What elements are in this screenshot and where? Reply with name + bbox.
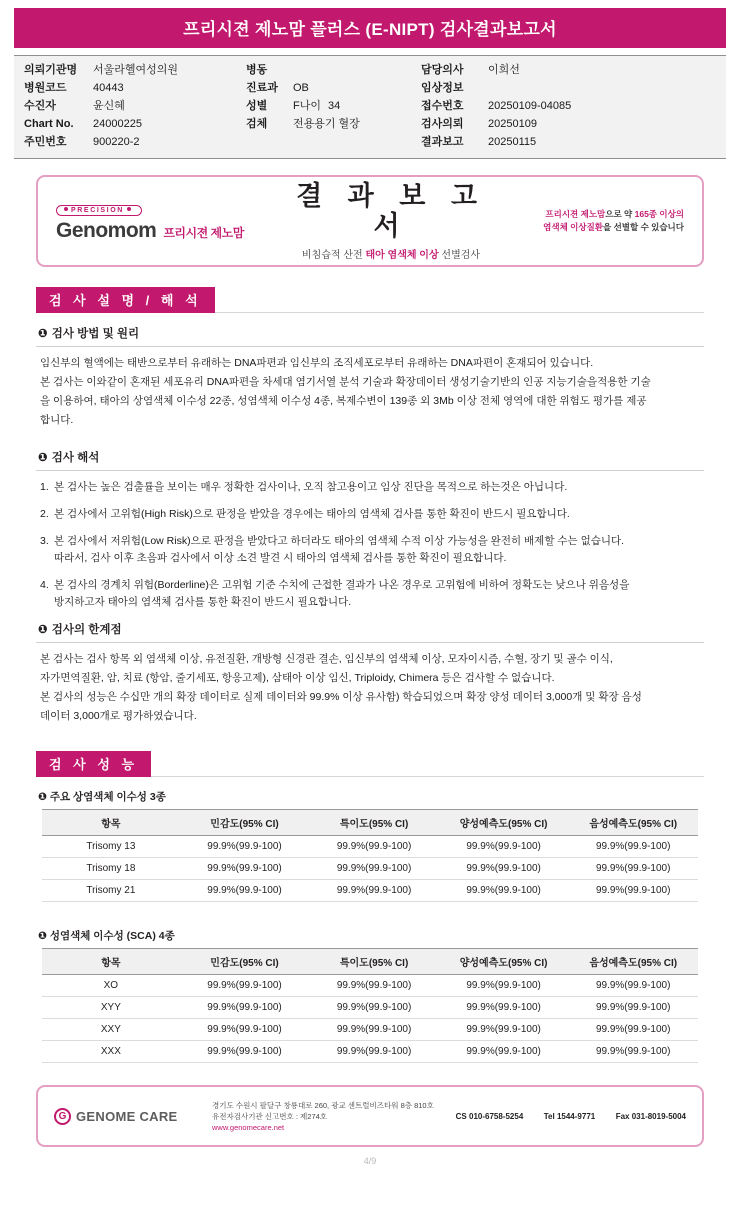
list-item-line: 본 검사에서 고위험(High Risk)으로 판정을 받았을 경우에는 태아의 염색체 검사를 통한 확진이 반드시 필요합니다.	[54, 508, 570, 520]
column-header-item: 항목	[42, 949, 180, 975]
table-row	[42, 1019, 698, 1041]
section-explanation	[36, 287, 704, 725]
contact-fax-label: Fax	[615, 1111, 630, 1121]
patient-info-box	[14, 55, 726, 159]
column-header-npv: 음성예측도(95% CI)	[568, 810, 698, 836]
autosomal-performance-table	[42, 809, 698, 902]
label-institution: 의뢰기관명	[24, 64, 78, 76]
cell-sensitivity: 99.9%(99.9-100)	[180, 858, 310, 880]
tagline-count: 165종 이상의	[634, 209, 684, 219]
tagline-line-2	[506, 221, 684, 234]
brand-name	[56, 220, 276, 244]
interpretation-list	[40, 479, 700, 611]
cell-npv: 99.9%(99.9-100)	[568, 880, 698, 902]
column-header-sensitivity: 민감도(95% CI)	[180, 949, 310, 975]
tagline-line-1	[506, 208, 684, 221]
label-sex: 성별	[246, 100, 268, 112]
table-row	[42, 836, 698, 858]
limitations-line-1: 본 검사는 검사 항목 외 염색체 이상, 유전질환, 개방형 신경관 결손, 임신부의 염색체 이상, 모자이시즘, 수혈, 장기 및 골수 이식,	[40, 653, 613, 665]
section-performance-header	[36, 751, 704, 777]
list-item	[40, 479, 700, 496]
table-row	[42, 997, 698, 1019]
patient-info-column-1	[24, 63, 246, 150]
info-row-sex-age	[246, 99, 421, 114]
label-chart-no: Chart No.	[24, 118, 74, 130]
cell-item: Trisomy 21	[42, 880, 180, 902]
cell-ppv: 99.9%(99.9-100)	[439, 997, 569, 1019]
bullet-icon: ❶	[38, 328, 48, 340]
column-header-item: 항목	[42, 810, 180, 836]
table-2-caption	[38, 928, 704, 943]
table-row	[42, 975, 698, 997]
info-row-request-date	[421, 117, 716, 132]
subsection-method-label: 검사 방법 및 원리	[51, 328, 140, 340]
value-department: OB	[293, 82, 309, 94]
limitations-paragraphs	[40, 651, 700, 725]
value-age: 34	[328, 100, 341, 112]
cell-specificity: 99.9%(99.9-100)	[309, 975, 439, 997]
cell-sensitivity: 99.9%(99.9-100)	[180, 836, 310, 858]
info-row-chart-no	[24, 117, 246, 132]
cell-item: XO	[42, 975, 180, 997]
cell-ppv: 99.9%(99.9-100)	[439, 1041, 569, 1063]
cell-item: XYY	[42, 997, 180, 1019]
list-item-number: 2.	[40, 508, 49, 520]
label-department: 진료과	[246, 82, 278, 94]
label-age: 나이	[299, 100, 321, 112]
subtitle-pre: 비침습적 산전	[301, 250, 366, 261]
subsection-interpretation-label: 검사 해석	[51, 452, 100, 464]
cell-npv: 99.9%(99.9-100)	[568, 1019, 698, 1041]
cell-npv: 99.9%(99.9-100)	[568, 1041, 698, 1063]
report-heading	[276, 181, 506, 261]
company-address	[212, 1100, 456, 1133]
label-ward: 병동	[246, 64, 268, 76]
heading-rule	[215, 312, 704, 313]
cell-sensitivity: 99.9%(99.9-100)	[180, 997, 310, 1019]
contact-info	[456, 1112, 686, 1121]
tagline-mid: 으로 약	[605, 209, 635, 219]
cell-specificity: 99.9%(99.9-100)	[309, 1041, 439, 1063]
subsection-interpretation-title	[38, 449, 704, 465]
table-1-caption-text: 주요 상염색체 이수성 3종	[49, 791, 166, 803]
brand-name-en: Genomom	[56, 218, 157, 242]
limitations-line-4: 데이터 3,000개로 평가하였습니다.	[40, 710, 197, 722]
bullet-icon: ❶	[38, 624, 48, 636]
cell-sensitivity: 99.9%(99.9-100)	[180, 1041, 310, 1063]
value-accession-no: 20250109-04085	[488, 100, 572, 112]
value-doctor: 이희선	[488, 64, 520, 76]
list-item-line: 본 검사에서 저위험(Low Risk)으로 판정을 받았다고 하더라도 태아의 염색체 수적 이상 가능성을 완전히 배제할 수는 없습니다.	[54, 535, 625, 547]
label-patient-name: 수진자	[24, 100, 56, 112]
value-hospital-code: 40443	[93, 82, 124, 94]
info-row-department	[246, 81, 421, 96]
info-row-accession-no	[421, 99, 716, 114]
value-chart-no: 24000225	[93, 118, 142, 130]
precision-badge	[56, 205, 142, 216]
value-report-date: 20250115	[488, 136, 537, 148]
table-row	[42, 1041, 698, 1063]
section-performance-heading: 검 사 성 능	[36, 751, 151, 777]
contact-cs-value: 010-6758-5254	[469, 1111, 524, 1121]
value-request-date: 20250109	[488, 118, 537, 130]
info-row-ward	[246, 63, 421, 78]
cell-item: Trisomy 13	[42, 836, 180, 858]
label-request-date: 검사의뢰	[421, 118, 464, 130]
tagline-disease: 염색체 이상질환	[543, 222, 603, 232]
cell-npv: 99.9%(99.9-100)	[568, 858, 698, 880]
cell-npv: 99.9%(99.9-100)	[568, 997, 698, 1019]
sca-performance-table	[42, 948, 698, 1063]
divider	[36, 346, 704, 347]
info-row-clinical-info	[421, 81, 716, 96]
bullet-icon: ❶	[38, 452, 48, 464]
precision-label: PRECISION	[71, 206, 124, 214]
address-line-2: 유전자검사기관 신고번호 : 제274호	[212, 1111, 328, 1121]
limitations-line-3: 본 검사의 성능은 수십만 개의 확장 데이터로 실제 데이터와 99.9% 이상 유사함) 학습되었으며 확장 양성 데이터 3,000개 및 확장 음성	[40, 691, 642, 703]
subsection-limitations-label: 검사의 한계점	[51, 624, 122, 636]
method-line-4: 합니다.	[40, 414, 74, 426]
list-item	[40, 577, 700, 611]
list-item-number: 3.	[40, 535, 49, 547]
contact-tel-label: Tel	[543, 1111, 555, 1121]
cell-item: XXY	[42, 1019, 180, 1041]
cell-sensitivity: 99.9%(99.9-100)	[180, 1019, 310, 1041]
info-row-doctor	[421, 63, 716, 78]
cell-sensitivity: 99.9%(99.9-100)	[180, 880, 310, 902]
patient-info-column-3	[421, 63, 716, 150]
info-row-resident-no	[24, 135, 246, 150]
list-item-line: 본 검사는 높은 검출률을 보이는 매우 정확한 검사이나, 오직 참고용이고 임상 진단을 목적으로 하는것은 아닙니다.	[54, 481, 568, 493]
table-header-row	[42, 810, 698, 836]
cell-ppv: 99.9%(99.9-100)	[439, 836, 569, 858]
company-website-link[interactable]: www.genomecare.net	[212, 1122, 285, 1132]
section-explanation-header	[36, 287, 704, 313]
column-header-ppv: 양성예측도(95% CI)	[439, 810, 569, 836]
cell-specificity: 99.9%(99.9-100)	[309, 880, 439, 902]
section-performance	[36, 751, 704, 1063]
page-number: 4/9	[363, 1156, 377, 1166]
brand-tagline	[506, 208, 684, 234]
method-line-1: 임신부의 혈액에는 태반으로부터 유래하는 DNA파편과 임신부의 조직세포로부터 유래하는 DNA파편이 혼재되어 있습니다.	[40, 357, 594, 369]
dot-icon	[64, 207, 68, 211]
cell-npv: 99.9%(99.9-100)	[568, 975, 698, 997]
cell-ppv: 99.9%(99.9-100)	[439, 1019, 569, 1041]
info-row-hospital-code	[24, 81, 246, 96]
list-item	[40, 533, 700, 567]
divider	[36, 470, 704, 471]
method-paragraphs	[40, 355, 700, 429]
patient-info-column-2	[246, 63, 421, 150]
column-header-sensitivity: 민감도(95% CI)	[180, 810, 310, 836]
table-row	[42, 880, 698, 902]
value-institution: 서울라헬여성의원	[93, 64, 179, 76]
cell-specificity: 99.9%(99.9-100)	[309, 1019, 439, 1041]
subsection-method-title	[38, 325, 704, 341]
genome-care-logo-text: GENOME CARE	[76, 1108, 178, 1124]
label-resident-no: 주민번호	[24, 136, 67, 148]
column-header-ppv: 양성예측도(95% CI)	[439, 949, 569, 975]
info-row-institution	[24, 63, 246, 78]
method-line-2: 본 검사는 이와같이 혼재된 세포유리 DNA파편을 차세대 염기서열 분석 기술과 확장데이터 생성기술기반의 인공 지능기술을적용한 기술	[40, 376, 651, 388]
limitations-line-2: 자가면역질환, 암, 치료 (항암, 줄기세포, 항응고제), 삼태아 이상 임신, Triploidy, Chimera 등은 검사할 수 없습니다.	[40, 672, 555, 684]
label-hospital-code: 병원코드	[24, 82, 67, 94]
contact-fax-value: 031-8019-5004	[631, 1111, 686, 1121]
label-specimen: 검체	[246, 118, 268, 130]
cell-ppv: 99.9%(99.9-100)	[439, 880, 569, 902]
column-header-specificity: 특이도(95% CI)	[309, 949, 439, 975]
cell-ppv: 99.9%(99.9-100)	[439, 975, 569, 997]
genome-care-logo	[54, 1108, 212, 1125]
table-row	[42, 858, 698, 880]
column-header-npv: 음성예측도(95% CI)	[568, 949, 698, 975]
label-report-date: 결과보고	[421, 136, 464, 148]
value-patient-name: 윤신혜	[93, 100, 125, 112]
value-sex: F	[293, 100, 300, 112]
cell-specificity: 99.9%(99.9-100)	[309, 836, 439, 858]
brand-header-band	[36, 175, 704, 267]
label-clinical-info: 임상정보	[421, 82, 464, 94]
genome-care-mark-icon: G	[54, 1108, 71, 1125]
cell-item: Trisomy 18	[42, 858, 180, 880]
list-item	[40, 506, 700, 523]
cell-npv: 99.9%(99.9-100)	[568, 836, 698, 858]
subsection-limitations-title	[38, 621, 704, 637]
subtitle-post: 선별검사	[438, 250, 481, 261]
dot-icon	[127, 207, 131, 211]
list-item-line: 방지하고자 태아의 염색체 검사를 통한 확진이 반드시 필요합니다.	[54, 596, 352, 608]
column-header-specificity: 특이도(95% CI)	[309, 810, 439, 836]
address-line-1: 경기도 수원시 팔달구 창룡대로 260, 광교 센트럴비즈타워 8층 810호	[212, 1100, 434, 1110]
info-row-specimen	[246, 117, 421, 132]
value-specimen: 전용용기 혈장	[293, 118, 360, 130]
info-row-report-date	[421, 135, 716, 150]
report-heading-title: 결 과 보 고 서	[296, 181, 486, 241]
bullet-icon: ❶	[38, 930, 47, 942]
label-accession-no: 접수번호	[421, 100, 464, 112]
list-item-line: 따라서, 검사 이후 초음파 검사에서 이상 소견 발견 시 태아의 염색체 검사를 통한 확진이 필요합니다.	[54, 552, 507, 564]
brand-logo	[56, 199, 276, 244]
table-header-row	[42, 949, 698, 975]
list-item-line: 본 검사의 경계치 위험(Borderline)은 고위험 기준 수치에 근접한 결과가 나온 경우로 고위험에 비하여 정확도는 낮으나 위음성을	[54, 579, 630, 591]
list-item-number: 4.	[40, 579, 49, 591]
cell-sensitivity: 99.9%(99.9-100)	[180, 975, 310, 997]
cell-ppv: 99.9%(99.9-100)	[439, 858, 569, 880]
contact-cs-label: CS	[455, 1111, 467, 1121]
tagline-brand: 프리시젼 제노맘	[545, 209, 606, 219]
report-heading-subtitle	[276, 246, 506, 261]
list-item-number: 1.	[40, 481, 49, 493]
subtitle-highlight: 태아 염색체 이상	[365, 250, 439, 261]
brand-name-kr: 프리시젼 제노맘	[163, 225, 244, 240]
bullet-icon: ❶	[38, 791, 47, 803]
cell-item: XXX	[42, 1041, 180, 1063]
method-line-3: 을 이용하여, 태아의 상염색체 이수성 22종, 성염색체 이수성 4종, 복제수변이 139종 외 3Mb 이상 전체 영역에 대한 위험도 평가를 제공	[40, 395, 647, 407]
footer-band	[36, 1085, 704, 1147]
table-1-caption	[38, 789, 704, 804]
contact-tel-value: 1544-9771	[556, 1111, 596, 1121]
section-explanation-heading: 검 사 설 명 / 해 석	[36, 287, 215, 313]
table-2-caption-text: 성염색체 이수성 (SCA) 4종	[49, 930, 175, 942]
heading-rule	[151, 776, 704, 777]
label-doctor: 담당의사	[421, 64, 464, 76]
tagline-tail: 을 선별할 수 있습니다	[603, 222, 684, 232]
value-resident-no: 900220-2	[93, 136, 140, 148]
divider	[36, 642, 704, 643]
cell-specificity: 99.9%(99.9-100)	[309, 997, 439, 1019]
cell-specificity: 99.9%(99.9-100)	[309, 858, 439, 880]
report-title-bar: 프리시젼 제노맘 플러스 (E-NIPT) 검사결과보고서	[14, 8, 726, 48]
info-row-patient-name	[24, 99, 246, 114]
